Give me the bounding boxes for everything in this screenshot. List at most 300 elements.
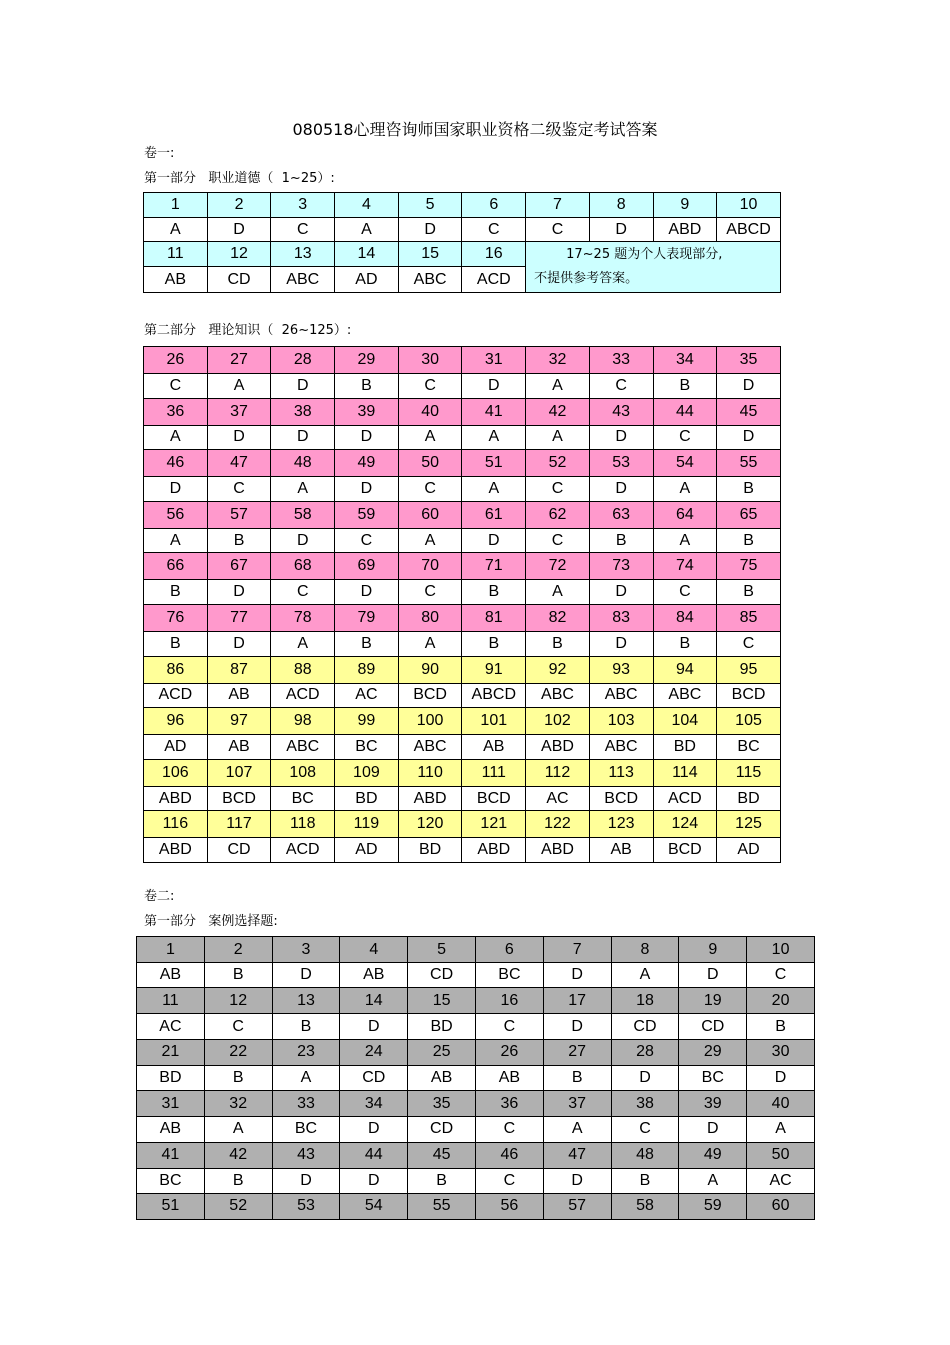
- answer-cell: B: [717, 477, 781, 502]
- answer-cell: D: [589, 425, 653, 450]
- answer-cell: A: [543, 1117, 611, 1142]
- question-number-cell: 60: [747, 1193, 815, 1219]
- question-number-row: [144, 193, 781, 218]
- question-number-cell: 37: [207, 398, 271, 425]
- question-number-cell: 118: [271, 811, 335, 838]
- answer-cell: C: [611, 1117, 679, 1142]
- answer-cell: D: [340, 1117, 408, 1142]
- question-number-cell: 30: [398, 347, 462, 374]
- question-number-cell: 120: [398, 811, 462, 838]
- question-number-cell: 27: [207, 347, 271, 374]
- answer-cell: D: [335, 580, 399, 605]
- question-number-row: [137, 1091, 815, 1117]
- answer-cell: ABD: [526, 735, 590, 760]
- answer-cell: ABC: [271, 267, 335, 293]
- question-number-cell: 45: [717, 398, 781, 425]
- question-number-cell: 89: [335, 656, 399, 683]
- answer-cell: A: [398, 631, 462, 656]
- question-number-cell: 111: [462, 759, 526, 786]
- question-number-cell: 15: [408, 988, 476, 1014]
- question-number-cell: 34: [653, 347, 717, 374]
- answer-cell: ABC: [589, 683, 653, 708]
- question-number-cell: 62: [526, 501, 590, 528]
- answer-cell: CD: [340, 1065, 408, 1090]
- answer-cell: D: [207, 580, 271, 605]
- question-number-row: [137, 988, 815, 1014]
- answer-cell: C: [475, 1168, 543, 1193]
- question-number-cell: 54: [340, 1193, 408, 1219]
- answer-cell: BCD: [207, 786, 271, 811]
- answer-cell: B: [335, 374, 399, 399]
- question-number-cell: 109: [335, 759, 399, 786]
- answer-cell: C: [398, 580, 462, 605]
- answer-cell: A: [272, 1065, 340, 1090]
- question-number-cell: 20: [747, 988, 815, 1014]
- question-number-cell: 34: [340, 1091, 408, 1117]
- answer-row: [137, 963, 815, 988]
- question-number-cell: 97: [207, 708, 271, 735]
- question-number-cell: 117: [207, 811, 271, 838]
- question-number-cell: 47: [207, 450, 271, 477]
- answer-cell: D: [398, 218, 462, 242]
- answer-cell: CD: [207, 267, 271, 293]
- question-number-cell: 49: [335, 450, 399, 477]
- question-number-cell: 101: [462, 708, 526, 735]
- question-number-cell: 37: [543, 1091, 611, 1117]
- answer-cell: AB: [207, 735, 271, 760]
- question-number-cell: 5: [408, 937, 476, 963]
- question-number-cell: 98: [271, 708, 335, 735]
- question-number-cell: 29: [335, 347, 399, 374]
- answer-row: [137, 1014, 815, 1039]
- question-number-cell: 79: [335, 604, 399, 631]
- question-number-cell: 100: [398, 708, 462, 735]
- question-number-cell: 12: [204, 988, 272, 1014]
- question-number-cell: 71: [462, 553, 526, 580]
- answer-cell: D: [335, 425, 399, 450]
- answer-cell: B: [272, 1014, 340, 1039]
- answer-cell: C: [335, 528, 399, 553]
- answer-cell: ABD: [526, 838, 590, 863]
- answer-cell: BCD: [398, 683, 462, 708]
- question-number-cell: 64: [653, 501, 717, 528]
- answer-cell: B: [335, 631, 399, 656]
- question-number-cell: 39: [679, 1091, 747, 1117]
- question-number-cell: 104: [653, 708, 717, 735]
- answer-row: [144, 425, 781, 450]
- question-number-cell: 78: [271, 604, 335, 631]
- question-number-cell: 47: [543, 1142, 611, 1168]
- answer-cell: D: [462, 374, 526, 399]
- answer-cell: ABC: [526, 683, 590, 708]
- question-number-cell: 61: [462, 501, 526, 528]
- answer-cell: A: [398, 425, 462, 450]
- answer-cell: C: [144, 374, 208, 399]
- answer-cell: D: [272, 1168, 340, 1193]
- question-number-cell: 1: [137, 937, 205, 963]
- answer-cell: C: [589, 374, 653, 399]
- answer-row: [144, 580, 781, 605]
- answer-cell: B: [611, 1168, 679, 1193]
- answer-row: [144, 374, 781, 399]
- question-number-cell: 36: [144, 398, 208, 425]
- answer-cell: AB: [144, 267, 208, 293]
- question-number-cell: 26: [144, 347, 208, 374]
- answer-cell: CD: [611, 1014, 679, 1039]
- question-number-cell: 63: [589, 501, 653, 528]
- question-number-cell: 50: [747, 1142, 815, 1168]
- question-number-cell: 3: [272, 937, 340, 963]
- answer-cell: C: [717, 631, 781, 656]
- question-number-row: [137, 937, 815, 963]
- answer-cell: C: [271, 580, 335, 605]
- question-number-cell: 103: [589, 708, 653, 735]
- answer-cell: CD: [408, 1117, 476, 1142]
- answer-cell: A: [462, 477, 526, 502]
- answer-cell: BC: [137, 1168, 205, 1193]
- question-number-cell: 70: [398, 553, 462, 580]
- answer-cell: BD: [137, 1065, 205, 1090]
- answer-cell: A: [462, 425, 526, 450]
- question-number-cell: 124: [653, 811, 717, 838]
- answer-cell: BD: [398, 838, 462, 863]
- question-number-cell: 38: [271, 398, 335, 425]
- answer-cell: D: [543, 963, 611, 988]
- answer-cell: D: [747, 1065, 815, 1090]
- question-number-cell: 65: [717, 501, 781, 528]
- answer-cell: CD: [207, 838, 271, 863]
- question-number-cell: 116: [144, 811, 208, 838]
- question-number-cell: 106: [144, 759, 208, 786]
- question-number-cell: 13: [272, 988, 340, 1014]
- question-number-cell: 80: [398, 604, 462, 631]
- answer-cell: B: [462, 631, 526, 656]
- question-number-cell: 31: [462, 347, 526, 374]
- question-number-cell: 59: [679, 1193, 747, 1219]
- note-line-1: 17~25 题为个人表现部分,: [566, 247, 723, 262]
- answer-cell: B: [526, 631, 590, 656]
- answer-cell: A: [653, 528, 717, 553]
- answer-cell: BD: [717, 786, 781, 811]
- question-number-cell: 81: [462, 604, 526, 631]
- question-number-cell: 4: [335, 193, 399, 218]
- question-number-cell: 92: [526, 656, 590, 683]
- question-number-cell: 7: [543, 937, 611, 963]
- answer-cell: D: [589, 477, 653, 502]
- answer-cell: A: [204, 1117, 272, 1142]
- answer-cell: B: [408, 1168, 476, 1193]
- answer-cell: ABD: [462, 838, 526, 863]
- question-number-cell: 52: [526, 450, 590, 477]
- answer-row: [137, 1168, 815, 1193]
- question-number-cell: 73: [589, 553, 653, 580]
- question-number-cell: 123: [589, 811, 653, 838]
- answer-cell: A: [271, 477, 335, 502]
- answer-cell: A: [335, 218, 399, 242]
- question-number-cell: 26: [475, 1039, 543, 1065]
- question-number-cell: 72: [526, 553, 590, 580]
- question-number-cell: 55: [717, 450, 781, 477]
- answer-cell: D: [272, 963, 340, 988]
- answer-cell: B: [204, 1168, 272, 1193]
- answer-cell: B: [204, 1065, 272, 1090]
- answer-cell: BC: [271, 786, 335, 811]
- answer-cell: AB: [462, 735, 526, 760]
- answer-cell: B: [717, 580, 781, 605]
- question-number-cell: 21: [137, 1039, 205, 1065]
- question-number-cell: 96: [144, 708, 208, 735]
- answer-cell: A: [398, 528, 462, 553]
- answer-cell: BC: [272, 1117, 340, 1142]
- question-number-cell: 114: [653, 759, 717, 786]
- question-number-cell: 33: [272, 1091, 340, 1117]
- question-number-cell: 57: [543, 1193, 611, 1219]
- question-number-cell: 51: [137, 1193, 205, 1219]
- answer-cell: A: [144, 218, 208, 242]
- answer-row: [137, 1065, 815, 1090]
- question-number-cell: 93: [589, 656, 653, 683]
- question-number-cell: 8: [611, 937, 679, 963]
- answer-cell: D: [207, 425, 271, 450]
- question-number-cell: 35: [408, 1091, 476, 1117]
- answer-cell: ABC: [271, 735, 335, 760]
- question-number-cell: 58: [611, 1193, 679, 1219]
- question-number-row: [144, 450, 781, 477]
- answer-cell: C: [653, 580, 717, 605]
- answer-cell: AB: [475, 1065, 543, 1090]
- answer-cell: BCD: [717, 683, 781, 708]
- question-number-cell: 23: [272, 1039, 340, 1065]
- question-number-row: [144, 656, 781, 683]
- question-number-cell: 25: [408, 1039, 476, 1065]
- question-number-cell: 24: [340, 1039, 408, 1065]
- answer-cell: AB: [589, 838, 653, 863]
- question-number-cell: 69: [335, 553, 399, 580]
- question-number-cell: 86: [144, 656, 208, 683]
- answer-cell: B: [747, 1014, 815, 1039]
- question-number-row: [144, 347, 781, 374]
- question-number-cell: 110: [398, 759, 462, 786]
- question-number-cell: 51: [462, 450, 526, 477]
- question-number-cell: 2: [204, 937, 272, 963]
- question-number-cell: 38: [611, 1091, 679, 1117]
- question-number-cell: 17: [543, 988, 611, 1014]
- answer-cell: D: [340, 1168, 408, 1193]
- answer-cell: D: [543, 1014, 611, 1039]
- question-number-cell: 9: [653, 193, 717, 218]
- question-number-cell: 32: [526, 347, 590, 374]
- question-number-cell: 40: [747, 1091, 815, 1117]
- question-number-cell: 40: [398, 398, 462, 425]
- question-number-cell: 42: [204, 1142, 272, 1168]
- answer-cell: A: [144, 425, 208, 450]
- question-number-cell: 16: [462, 242, 526, 267]
- question-number-cell: 85: [717, 604, 781, 631]
- question-number-cell: 43: [589, 398, 653, 425]
- question-number-cell: 12: [207, 242, 271, 267]
- answer-cell: BD: [653, 735, 717, 760]
- question-number-row: [137, 1142, 815, 1168]
- answer-cell: BC: [335, 735, 399, 760]
- answer-cell: C: [475, 1014, 543, 1039]
- answer-cell: A: [526, 580, 590, 605]
- answer-cell: C: [747, 963, 815, 988]
- answer-cell: C: [475, 1117, 543, 1142]
- paper1-part1-label: 第一部分 职业道德（ 1~25）:: [144, 171, 335, 186]
- answer-cell: AC: [526, 786, 590, 811]
- question-number-cell: 44: [653, 398, 717, 425]
- personal-section-note: [526, 242, 781, 293]
- answer-cell: BCD: [462, 786, 526, 811]
- answer-cell: D: [144, 477, 208, 502]
- answer-cell: BC: [717, 735, 781, 760]
- question-number-row: [144, 759, 781, 786]
- answer-cell: A: [653, 477, 717, 502]
- question-number-cell: 8: [589, 193, 653, 218]
- answer-cell: B: [144, 631, 208, 656]
- question-number-cell: 121: [462, 811, 526, 838]
- case-answer-table: [136, 936, 815, 1220]
- answer-cell: C: [526, 218, 590, 242]
- answer-cell: D: [207, 631, 271, 656]
- answer-cell: ABCD: [717, 218, 781, 242]
- answer-cell: C: [398, 477, 462, 502]
- answer-cell: ABC: [398, 735, 462, 760]
- answer-cell: B: [207, 528, 271, 553]
- question-number-cell: 119: [335, 811, 399, 838]
- question-number-cell: 5: [398, 193, 462, 218]
- answer-cell: C: [271, 218, 335, 242]
- question-number-cell: 7: [526, 193, 590, 218]
- question-number-cell: 2: [207, 193, 271, 218]
- answer-row: [144, 683, 781, 708]
- answer-cell: CD: [408, 963, 476, 988]
- question-number-cell: 48: [611, 1142, 679, 1168]
- answer-row: [144, 477, 781, 502]
- question-number-cell: 56: [144, 501, 208, 528]
- question-number-cell: 87: [207, 656, 271, 683]
- paper2-part1-label: 第一部分 案例选择题:: [144, 914, 278, 929]
- question-number-cell: 107: [207, 759, 271, 786]
- answer-cell: ABD: [398, 786, 462, 811]
- answer-cell: B: [653, 631, 717, 656]
- answer-cell: D: [271, 425, 335, 450]
- theory-answer-table: [143, 346, 781, 863]
- answer-cell: A: [526, 425, 590, 450]
- question-number-cell: 43: [272, 1142, 340, 1168]
- question-number-cell: 48: [271, 450, 335, 477]
- question-number-cell: 53: [589, 450, 653, 477]
- question-number-cell: 90: [398, 656, 462, 683]
- question-number-cell: 50: [398, 450, 462, 477]
- answer-cell: BC: [679, 1065, 747, 1090]
- answer-cell: ACD: [271, 683, 335, 708]
- question-number-cell: 91: [462, 656, 526, 683]
- question-number-cell: 41: [462, 398, 526, 425]
- answer-cell: AD: [144, 735, 208, 760]
- question-number-cell: 60: [398, 501, 462, 528]
- answer-cell: C: [462, 218, 526, 242]
- answer-cell: B: [144, 580, 208, 605]
- question-number-cell: 53: [272, 1193, 340, 1219]
- answer-cell: B: [543, 1065, 611, 1090]
- answer-cell: ABCD: [462, 683, 526, 708]
- answer-row: [144, 631, 781, 656]
- answer-cell: C: [204, 1014, 272, 1039]
- answer-cell: B: [717, 528, 781, 553]
- answer-cell: ABD: [144, 838, 208, 863]
- answer-cell: ACD: [462, 267, 526, 293]
- question-number-cell: 1: [144, 193, 208, 218]
- question-number-row: [144, 553, 781, 580]
- question-number-cell: 39: [335, 398, 399, 425]
- question-number-cell: 14: [335, 242, 399, 267]
- answer-cell: AD: [335, 267, 399, 293]
- question-number-cell: 29: [679, 1039, 747, 1065]
- answer-cell: AC: [335, 683, 399, 708]
- question-number-cell: 112: [526, 759, 590, 786]
- question-number-cell: 6: [475, 937, 543, 963]
- question-number-cell: 28: [611, 1039, 679, 1065]
- question-number-cell: 52: [204, 1193, 272, 1219]
- question-number-cell: 27: [543, 1039, 611, 1065]
- answer-cell: C: [526, 477, 590, 502]
- question-number-cell: 55: [408, 1193, 476, 1219]
- question-number-cell: 105: [717, 708, 781, 735]
- answer-cell: ABC: [589, 735, 653, 760]
- answer-cell: A: [144, 528, 208, 553]
- question-number-cell: 66: [144, 553, 208, 580]
- question-number-cell: 46: [144, 450, 208, 477]
- answer-cell: BD: [335, 786, 399, 811]
- answer-row: [144, 838, 781, 863]
- answer-row: [144, 218, 781, 242]
- question-number-cell: 41: [137, 1142, 205, 1168]
- paper1-part2-label: 第二部分 理论知识（ 26~125）:: [144, 323, 352, 338]
- question-number-cell: 45: [408, 1142, 476, 1168]
- question-number-cell: 115: [717, 759, 781, 786]
- question-number-cell: 42: [526, 398, 590, 425]
- answer-cell: D: [271, 528, 335, 553]
- answer-row: [144, 735, 781, 760]
- answer-cell: D: [340, 1014, 408, 1039]
- question-number-cell: 57: [207, 501, 271, 528]
- answer-row: [137, 1117, 815, 1142]
- answer-cell: A: [611, 963, 679, 988]
- answer-cell: B: [204, 963, 272, 988]
- question-number-row: [144, 811, 781, 838]
- note-line-2: 不提供参考答案。: [534, 271, 639, 286]
- question-number-cell: 58: [271, 501, 335, 528]
- question-number-cell: 44: [340, 1142, 408, 1168]
- question-number-cell: 16: [475, 988, 543, 1014]
- question-number-cell: 95: [717, 656, 781, 683]
- answer-cell: ABC: [398, 267, 462, 293]
- answer-cell: A: [271, 631, 335, 656]
- question-number-cell: 102: [526, 708, 590, 735]
- answer-cell: D: [589, 218, 653, 242]
- question-number-cell: 10: [717, 193, 781, 218]
- question-number-cell: 75: [717, 553, 781, 580]
- answer-cell: AB: [207, 683, 271, 708]
- question-number-cell: 94: [653, 656, 717, 683]
- answer-cell: D: [271, 374, 335, 399]
- page-title: 080518心理咨询师国家职业资格二级鉴定考试答案: [292, 120, 658, 139]
- question-number-cell: 76: [144, 604, 208, 631]
- answer-row: [144, 786, 781, 811]
- answer-cell: AB: [340, 963, 408, 988]
- question-number-row: [137, 1193, 815, 1219]
